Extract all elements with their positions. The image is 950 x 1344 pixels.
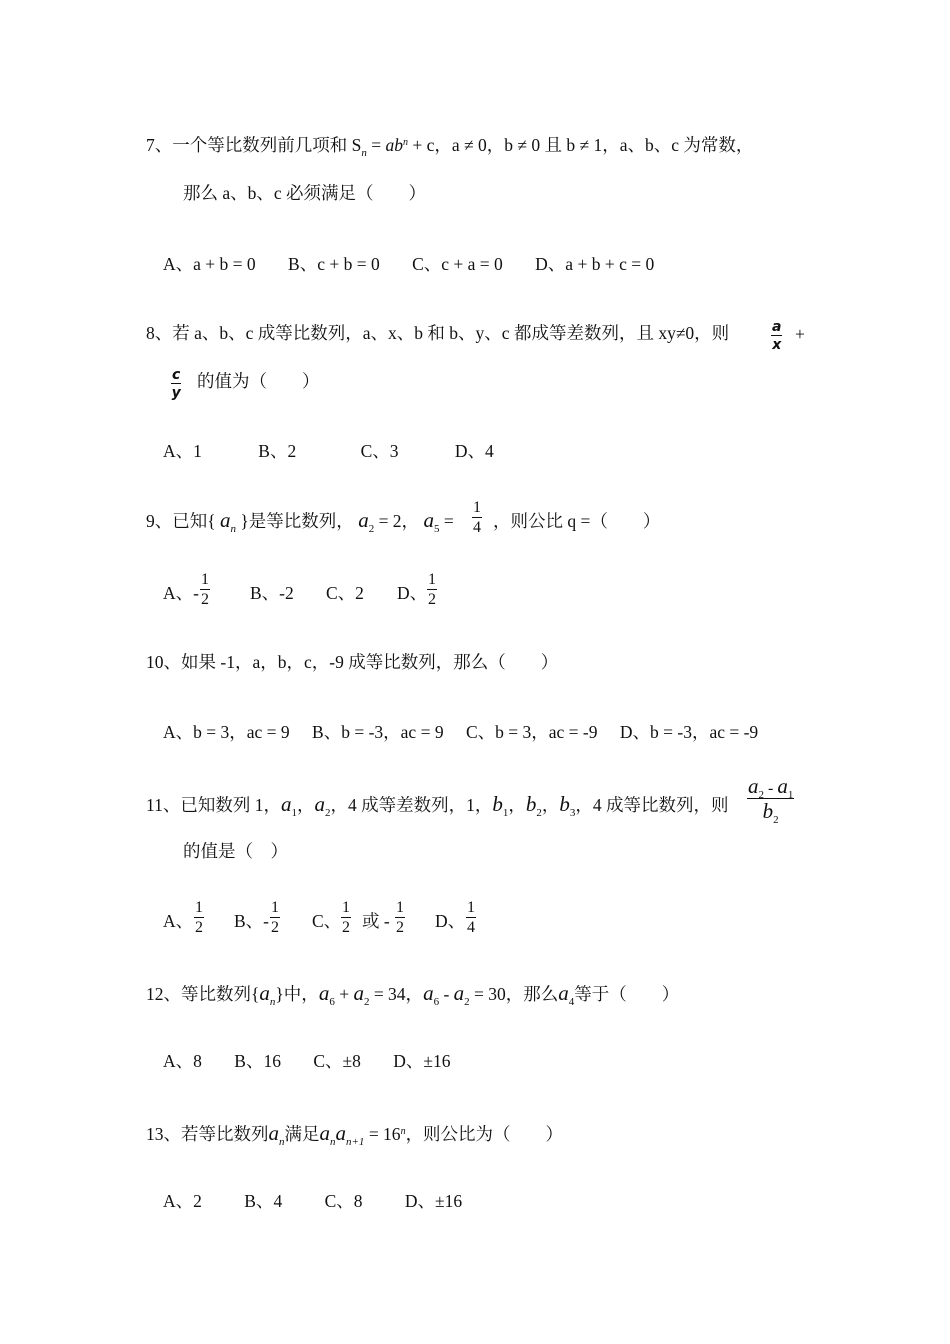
q13-options: [163, 1193, 462, 1211]
q9-option-d-fraction: $\frac{1}{2}$: [428, 571, 436, 608]
q8-plus: +: [795, 324, 805, 344]
q12-option-b[interactable]: B、16: [234, 1051, 281, 1071]
q11-option-c-fraction2: $\frac{1}{2}$: [396, 899, 404, 936]
q8-option-c[interactable]: C、3: [360, 441, 399, 461]
q11-option-c-or: 或 -: [362, 911, 390, 931]
q13-option-a[interactable]: A、2: [163, 1191, 202, 1211]
q7-option-b[interactable]: B、c + b = 0: [288, 254, 380, 274]
q9-line1: 9、已知{ $a_n$ }是等比数列， $a_2 = 2$， $a_5$ =: [146, 508, 454, 535]
q9-option-b[interactable]: B、-2: [250, 583, 294, 603]
q11-option-b[interactable]: B、-: [234, 911, 269, 931]
q12-options: [163, 1053, 450, 1071]
q13-option-d[interactable]: D、±16: [404, 1191, 463, 1211]
q10-options: [163, 724, 758, 742]
q11-option-c[interactable]: C、: [312, 911, 342, 931]
q8-fraction-c-over-y: $\frac{c}{y}$: [171, 367, 181, 401]
q12-line1: 12、等比数列$\{a_n\}$中，$a_6 + a_2 = 34$，$a_6 - a_2 = 30$，那么$a_4$等于（ ）: [146, 981, 680, 1008]
q12-option-c[interactable]: C、±8: [313, 1051, 361, 1071]
q7-option-c[interactable]: C、c + a = 0: [412, 254, 503, 274]
q7-line1: 7、一个等比数列前几项和 $S_n = ab^n + c$，a ≠ 0，b ≠ 0 且 b ≠ 1，a、b、c 为常数，: [146, 135, 754, 159]
q11-fraction: $\frac{a_2 - a_1}{b_2}$: [748, 774, 794, 826]
q13-option-b[interactable]: B、4: [244, 1191, 283, 1211]
q7-option-d[interactable]: D、a + b + c = 0: [535, 254, 655, 274]
q9-option-d[interactable]: D、: [397, 583, 428, 603]
q10-option-a[interactable]: A、b = 3，ac = 9: [163, 722, 290, 742]
q10-line1: 10、如果 -1，a，b，c，-9 成等比数列，那么（ ）: [146, 652, 559, 672]
q8-fraction-a-over-x: $\frac{a}{x}$: [772, 319, 782, 353]
q11-line1: 11、已知数列 1，$a_1$，$a_2$，4 成等差数列，1，$b_1$，$b_2$，$b_3$，4 成等比数列，则: [146, 792, 729, 819]
q13-option-c[interactable]: C、8: [324, 1191, 363, 1211]
q11-option-c-fraction1: $\frac{1}{2}$: [342, 899, 350, 936]
q8-options: [163, 443, 494, 461]
q9-fraction-quarter: $\frac{1}{4}$: [473, 499, 481, 536]
q11-option-a[interactable]: A、: [163, 911, 194, 931]
q11-option-d-fraction: $\frac{1}{4}$: [467, 899, 475, 936]
q11-line2: 的值是（ ）: [183, 841, 288, 861]
q11-option-a-fraction: $\frac{1}{2}$: [195, 899, 203, 936]
q13-line1: 13、若等比数列$a_n$满足$a_na_{n+1} = 16^n$，则公比为（ ）: [146, 1121, 564, 1148]
q11-option-d[interactable]: D、: [435, 911, 466, 931]
q8-line2: 的值为（ ）: [197, 371, 320, 391]
q8-option-a[interactable]: A、1: [163, 441, 202, 461]
q9-option-a-fraction: $\frac{1}{2}$: [201, 571, 209, 608]
q7-line2: 那么 a、b、c 必须满足（ ）: [183, 183, 427, 203]
q9-option-a[interactable]: A、-: [163, 583, 199, 603]
q11-option-b-fraction: $\frac{1}{2}$: [271, 899, 279, 936]
q8-option-b[interactable]: B、2: [258, 441, 297, 461]
q10-option-b[interactable]: B、b = -3，ac = 9: [312, 722, 444, 742]
q10-option-c[interactable]: C、b = 3，ac = -9: [465, 722, 598, 742]
q10-option-d[interactable]: D、b = -3，ac = -9: [619, 722, 759, 742]
q9-tail: ，则公比 q =（ ）: [493, 511, 661, 531]
q12-option-d[interactable]: D、±16: [393, 1051, 451, 1071]
q7-options: [163, 256, 654, 274]
q12-option-a[interactable]: A、8: [163, 1051, 202, 1071]
q8-line1: 8、若 a、b、c 成等比数列，a、x、b 和 b、y、c 都成等差数列，且 xy≠0，则: [146, 323, 730, 343]
q9-option-c[interactable]: C、2: [326, 583, 364, 603]
q8-option-d[interactable]: D、4: [454, 441, 494, 461]
q7-option-a[interactable]: A、a + b = 0: [163, 254, 256, 274]
